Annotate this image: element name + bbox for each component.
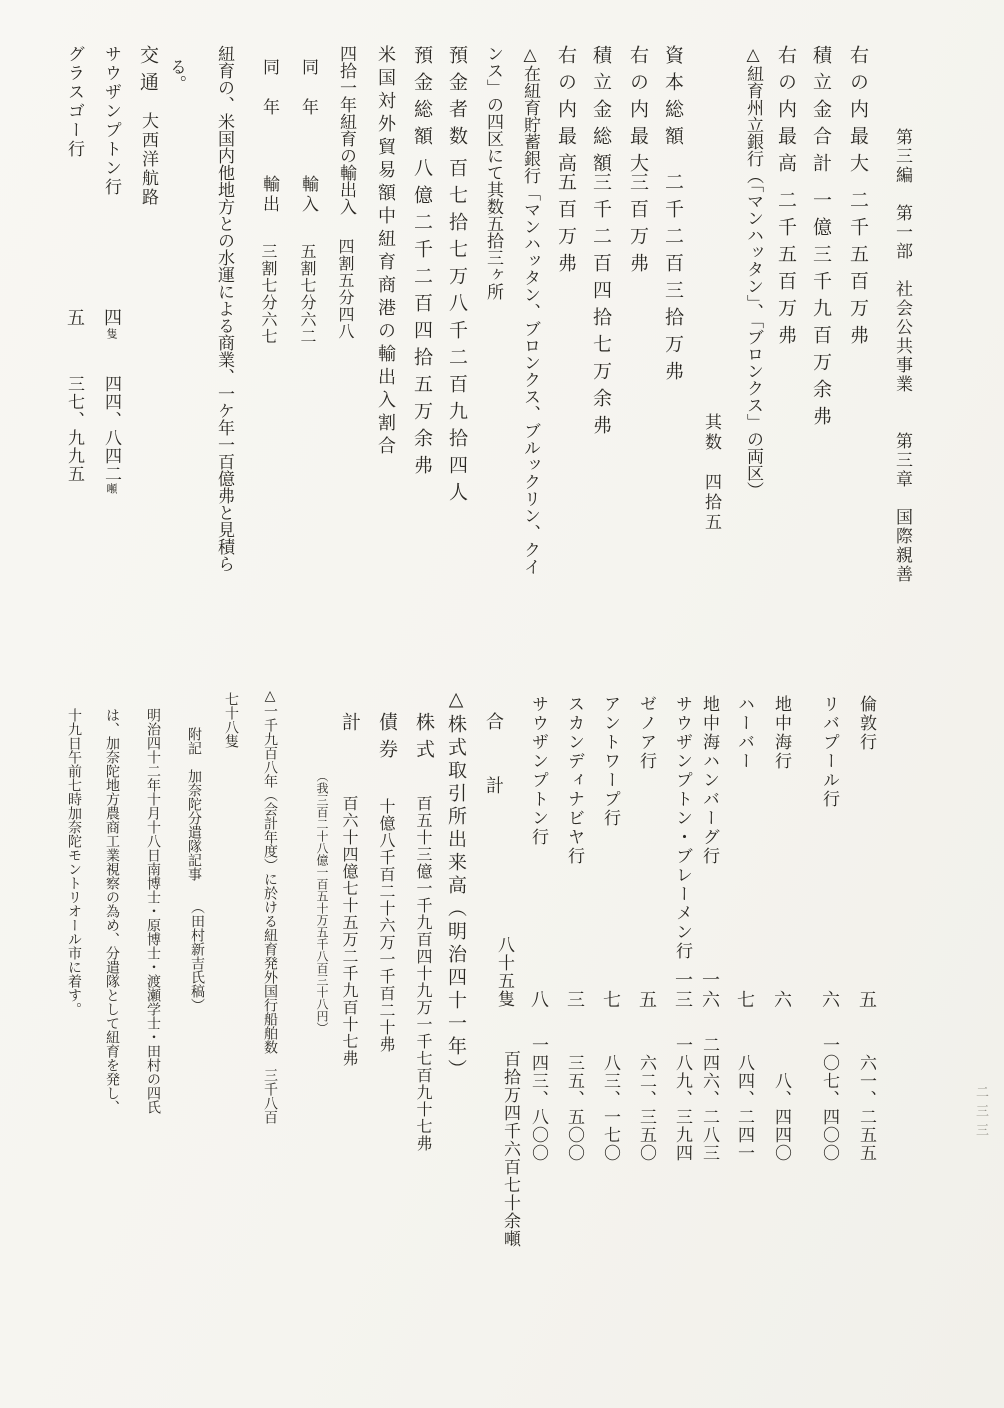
route-count: 五: [64, 308, 85, 328]
appendix-credit: （田村新吉氏稿）: [189, 900, 205, 1012]
route-name: ゼノア行: [636, 695, 656, 771]
trade-row-word: 輸出: [259, 175, 279, 215]
total-tonnage: 百拾万四千六百七十余噸: [500, 1050, 520, 1248]
trade-row-word: 輸入: [298, 175, 318, 215]
section-heading-transport: 交通: [137, 45, 159, 99]
departures-line: △一千九百八年（会計年度）に於ける紐育発外国行船舶数 三千八百: [262, 688, 278, 1124]
route-tonnage: 一四三、八〇〇: [528, 1036, 548, 1162]
route-count: 六: [771, 990, 792, 1010]
section-heading-trade: 米国対外貿易額中紐育商港の輸出入割合: [375, 45, 396, 459]
section-heading-savings-bank-cont: ンス」の四区にて其数五拾三ヶ所: [483, 45, 503, 300]
trade-row-prefix: 同 年: [298, 58, 318, 118]
stat-label: 積立金総額: [590, 45, 612, 180]
stat-value: 百七拾七万八千二百九拾四人: [446, 158, 468, 509]
route-tonnage: 八三、一七〇: [600, 1054, 620, 1162]
route-tonnage: 八、四四〇: [771, 1072, 791, 1162]
route-name: 地中海行: [771, 695, 791, 771]
trade-note: 紐育の、米国内他地方との水運による商業、一ケ年一百億弗と見積ら: [214, 45, 234, 572]
running-head: 第三編 第一部 社会公共事業 第三章 国際親善: [892, 128, 912, 584]
route-name: スカンディナビヤ行: [564, 695, 584, 866]
appendix-body-line: は、加奈陀地方農商工業視察の為め、分遣隊として紐育を発し、: [104, 708, 120, 1114]
stat-value: 二千二百三拾万弗: [662, 172, 684, 388]
route-name: グラスゴー行: [64, 45, 84, 159]
route-count: 五: [856, 990, 877, 1010]
stat-label: 預金者数: [446, 45, 468, 153]
route-tonnage: [102, 375, 119, 494]
route-tonnage: 一〇七、四〇〇: [819, 1036, 839, 1162]
route-name: 地中海ハンバーグ行: [699, 695, 719, 866]
stat-value: 二千五百万弗: [775, 190, 797, 352]
total-ship-count: 八十五隻: [494, 936, 514, 1008]
page-number: 二三三: [973, 1085, 988, 1142]
stat-value: 五百万弗: [555, 172, 577, 280]
total-label: 合 計: [483, 712, 504, 808]
tons-unit-label: 噸: [105, 483, 118, 494]
route-tonnage: 三七、九九五: [64, 375, 84, 483]
stat-value: 一億三千九百万余弗: [810, 190, 832, 433]
stock-row-value: 百五十三億一千九百四十九万一千七百九十七弗: [414, 795, 433, 1152]
trade-row-label: 四拾一年紐育の輸出入: [336, 45, 356, 215]
appendix-body-line: 明治四十二年十月十八日南博士・原博士・渡瀬学士・田村の四氏: [145, 708, 161, 1114]
route-count: 八: [528, 990, 549, 1010]
trade-row-prefix: 同 年: [259, 58, 279, 118]
route-name: リバプール行: [819, 695, 839, 809]
route-name: 倫敦行: [856, 695, 876, 752]
route-tonnage: 三五、五〇〇: [564, 1054, 584, 1162]
appendix-heading: 附記 加奈陀分遣隊記事: [186, 727, 202, 881]
trade-row-value: 五割七分六二: [298, 243, 317, 345]
stat-label: 右の内最大: [847, 45, 869, 180]
route-tonnage: 六二、三五〇: [636, 1054, 656, 1162]
route-count-value: 四: [101, 308, 122, 328]
stat-label: 積立金合計: [810, 45, 832, 180]
stat-value: 三百万弗: [627, 172, 649, 280]
appendix-body-line: 十九日午前七時加奈陀モントリオール市に着す。: [66, 708, 82, 1016]
stock-row-label: 計: [339, 712, 361, 739]
stock-row-label: 債券: [376, 712, 398, 766]
departures-line-cont: 七十八隻: [223, 692, 239, 748]
stat-label: 右の内最高: [775, 45, 797, 180]
section-heading-savings-bank: △在紐育貯蓄銀行「マンハッタン、ブロンクス、ブルックリン、クイ: [520, 45, 540, 575]
stat-value: 三千二百四拾七万余弗: [590, 172, 612, 442]
route-tonnage: 二四六、二八三: [699, 1036, 719, 1162]
route-name: ハーバー: [734, 695, 754, 771]
stat-label: 右の内最高: [555, 45, 577, 180]
trade-note-cont: る。: [166, 58, 186, 92]
stock-row-value: 百六十四億七十五万二千九百十七弗: [340, 795, 359, 1067]
stock-row-value: 十億八千百二十六万一千百二十弗: [377, 798, 396, 1053]
route-count: 七: [600, 990, 621, 1010]
stock-row-label: 株式: [413, 712, 435, 766]
route-count: 一六: [699, 970, 720, 1010]
stat-label: 資本総額: [662, 45, 684, 153]
stock-yen-note: （我三百二十八億一百五十万五千八百三十八円）: [315, 770, 329, 1034]
stat-value: 二千五百万弗: [847, 190, 869, 352]
state-bank-count: 其数 四拾五: [701, 413, 721, 533]
ships-unit-label: 隻: [105, 328, 118, 339]
transport-route-title: 大西洋航路: [138, 112, 158, 207]
stat-label: 右の内最大: [627, 45, 649, 180]
route-count: [102, 308, 120, 339]
route-count: 五: [636, 990, 657, 1010]
route-tonnage: 一八九、三九四: [672, 1036, 692, 1162]
route-name: アントワープ行: [600, 695, 620, 828]
route-name: サウザンプトン行: [101, 45, 121, 197]
route-tonnage: 六一、二五五: [856, 1054, 876, 1162]
stat-label: 預金総額: [411, 45, 433, 153]
route-count: 六: [819, 990, 840, 1010]
route-count: 三: [564, 990, 585, 1010]
section-heading-state-bank: △紐育州立銀行（「マンハッタン」、「ブロンクス」の両区）: [743, 45, 763, 499]
route-count: 一三: [672, 970, 693, 1010]
route-tonnage: 八四、二四一: [734, 1054, 754, 1162]
route-count: 七: [734, 990, 755, 1010]
route-name: サウザンプトン・ブレーメン行: [672, 695, 692, 961]
route-name: サウザンプトン行: [528, 695, 548, 847]
trade-row-value: 四割五分四八: [336, 238, 355, 340]
stat-value: 八億二千二百四拾五万余弗: [411, 158, 433, 482]
section-heading-stock-exchange: △株式取引所出来高（明治四十一年）: [445, 688, 467, 1082]
route-tonnage-value: 四四、八四二: [101, 375, 121, 483]
trade-row-value: 三割七分六七: [259, 243, 278, 345]
